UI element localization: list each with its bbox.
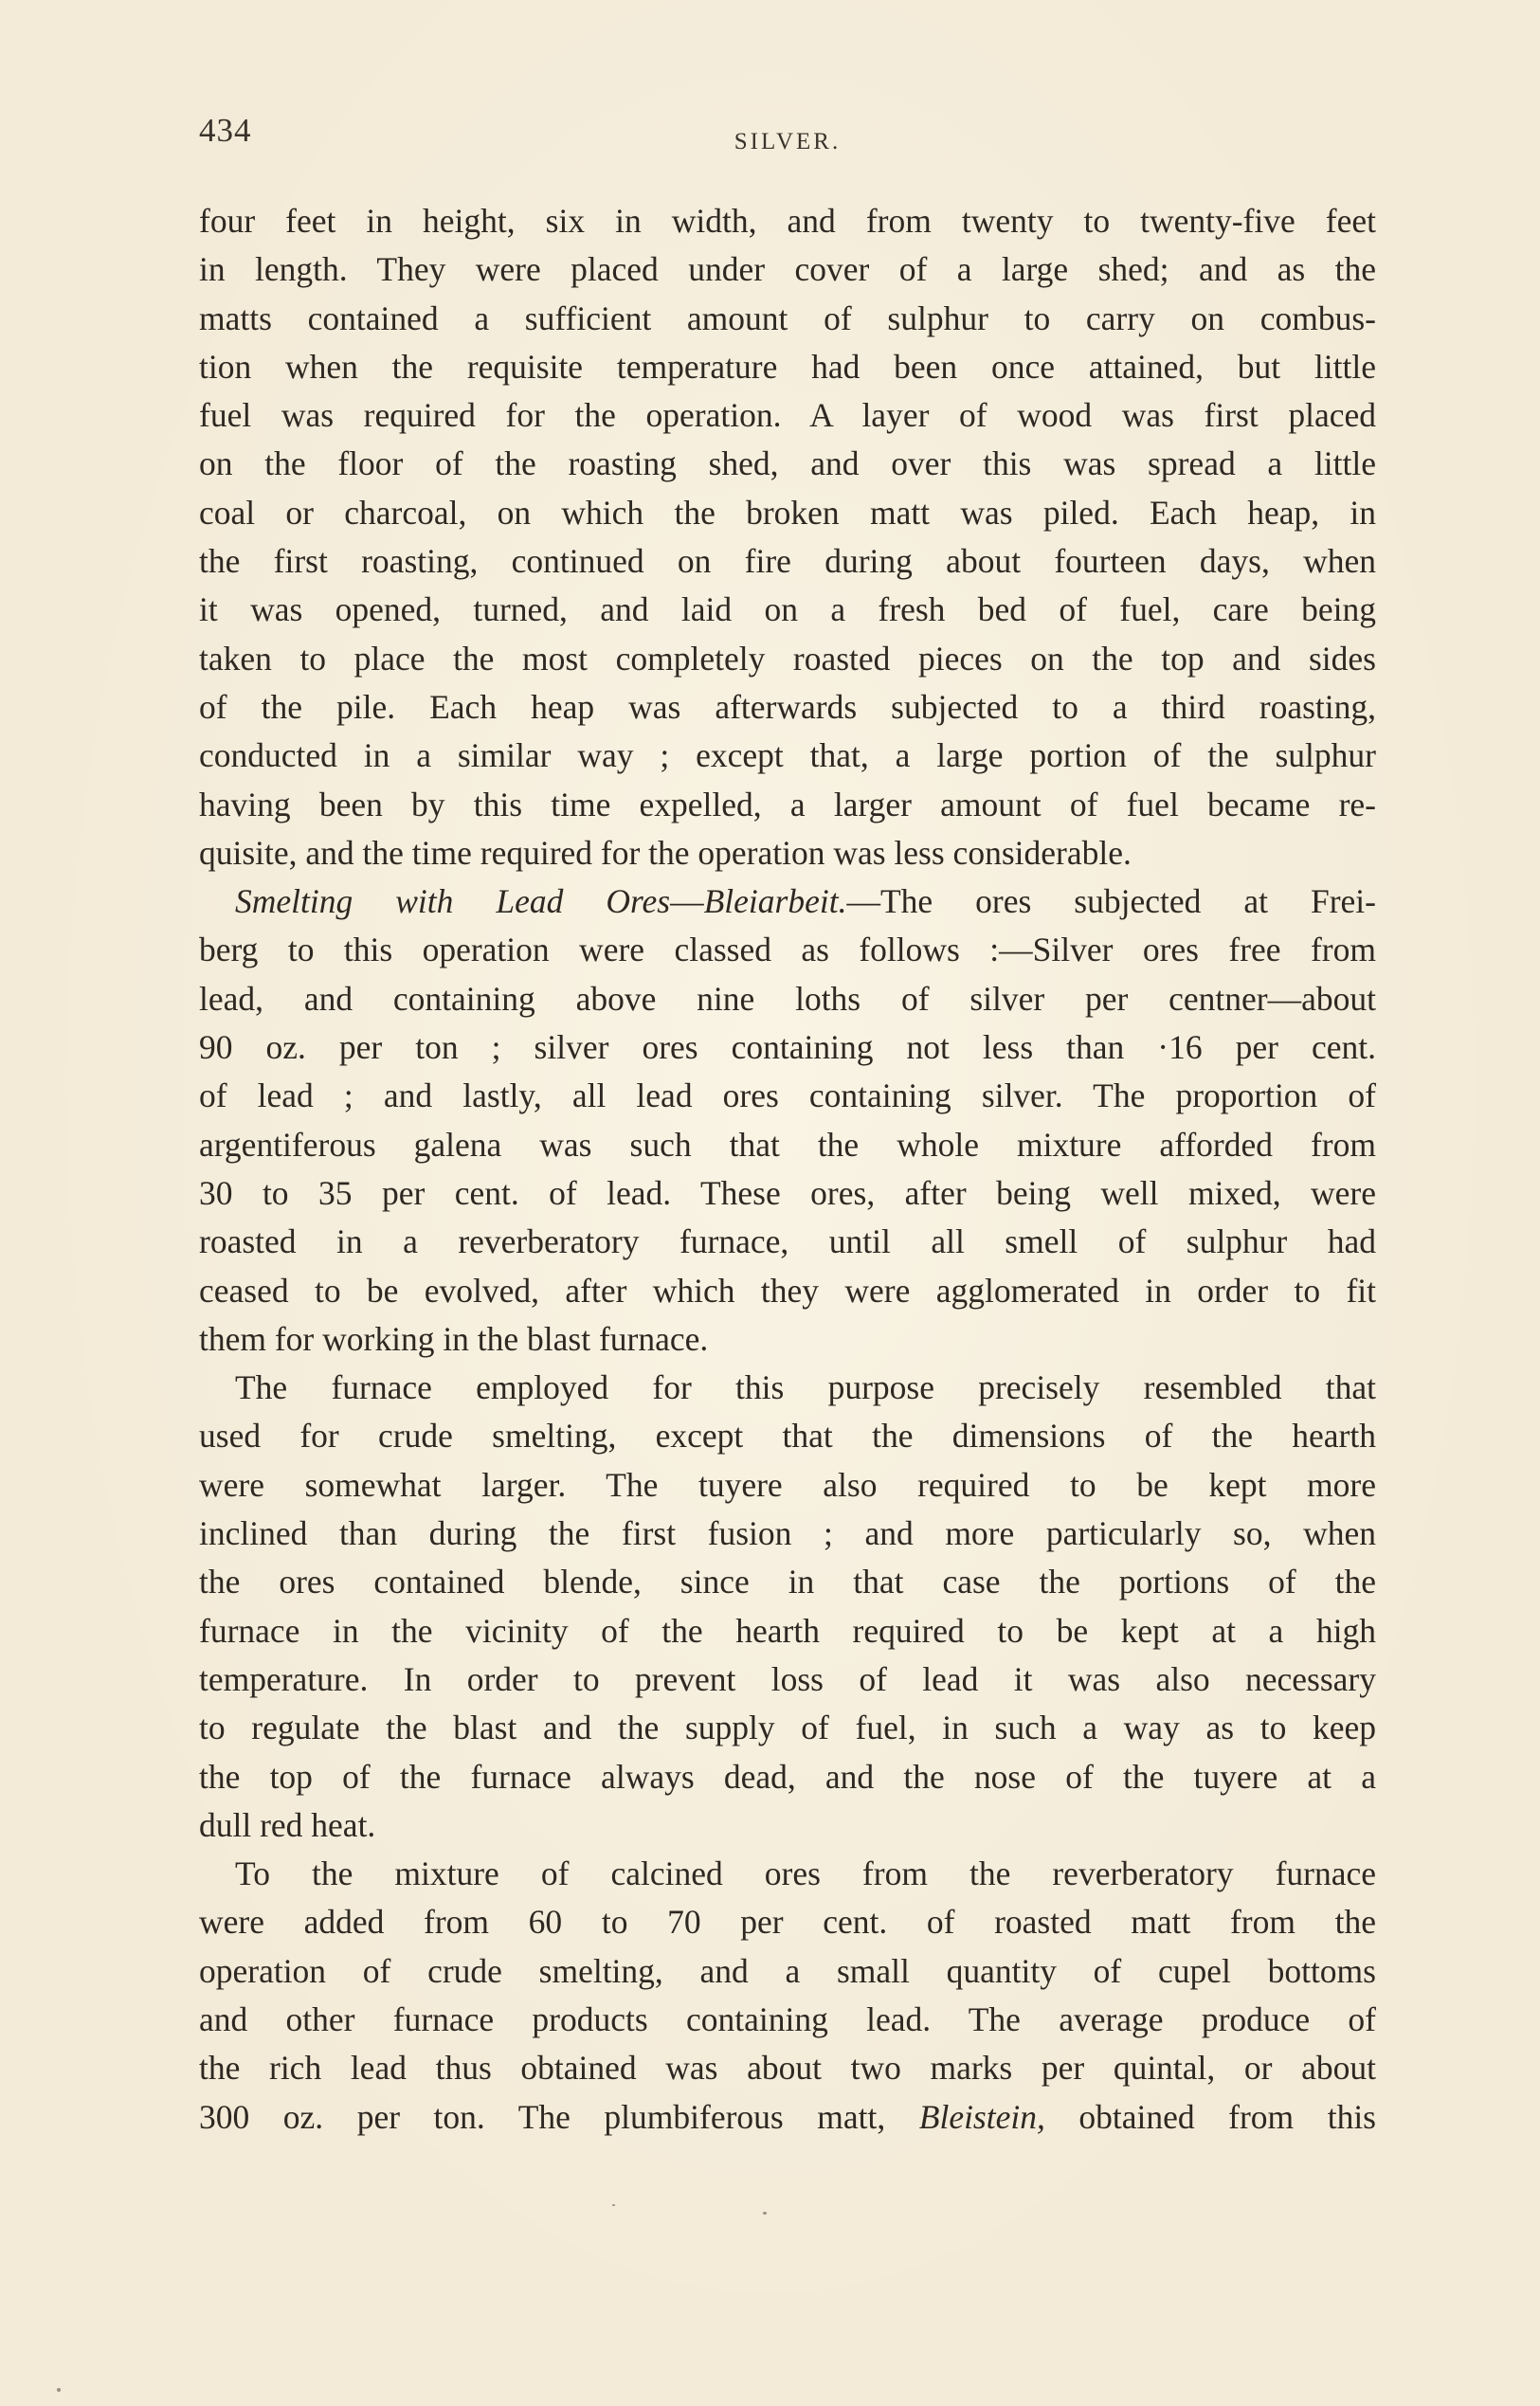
paper-speck: [763, 2212, 767, 2215]
text-line: the first roasting, continued on fire during about fourteen days, when: [199, 542, 1376, 581]
text-line: 30 to 35 per cent. of lead. These ores, after being well mixed, were: [199, 1173, 1376, 1212]
text-line: to regulate the blast and the supply of fuel, in such a way as to keep: [199, 1709, 1376, 1747]
text-line: of the pile. Each heap was afterwards subjected to a third roasting,: [199, 687, 1376, 726]
text-line: taken to place the most completely roasted pieces on the top and sides: [199, 639, 1376, 678]
text-line: argentiferous galena was such that the whole mixture afforded from: [199, 1125, 1376, 1164]
paragraph-mixture: [199, 1850, 1376, 2142]
text-run: —The ores subjected at Frei-: [846, 882, 1376, 921]
text-line: were somewhat larger. The tuyere also required to be kept more: [199, 1465, 1376, 1504]
text-line: The furnace employed for this purpose precisely resembled that: [235, 1368, 1376, 1407]
heading-dash: —: [670, 882, 704, 921]
section-heading-italic-german: Bleiarbeit.: [703, 882, 847, 921]
text-line: roasted in a reverberatory furnace, until all smell of sulphur had: [199, 1222, 1376, 1261]
text-line: four feet in height, six in width, and from twenty to twenty-five feet: [199, 202, 1376, 240]
text-line: were added from 60 to 70 per cent. of roasted matt from the: [199, 1903, 1376, 1942]
text-line: coal or charcoal, on which the broken matt was piled. Each heap, in: [199, 493, 1376, 532]
text-line: tion when the requisite temperature had been once attained, but little: [199, 347, 1376, 386]
text-line: 90 oz. per ton ; silver ores containing not less than ·16 per cent.: [199, 1028, 1376, 1067]
paragraph-furnace: [199, 1364, 1376, 1850]
text-run: 300 oz. per ton. The plumbiferous matt,: [199, 2097, 919, 2136]
text-line: [199, 877, 1376, 926]
body-text: [199, 197, 1376, 2142]
german-term-italic: Bleistein,: [918, 2097, 1045, 2136]
text-run: obtained from this: [1044, 2097, 1376, 2136]
text-line: the top of the furnace always dead, and the nose of the tuyere at a: [199, 1757, 1376, 1796]
text-line: operation of crude smelting, and a small quantity of cupel bottoms: [199, 1951, 1376, 1990]
text-line: matts contained a sufficient amount of sulphur to carry on combus-: [199, 298, 1376, 337]
paper-speck: [612, 2204, 615, 2206]
text-line: dull red heat.: [199, 1805, 376, 1844]
text-line: inclined than during the first fusion ; and more particularly so, when: [199, 1514, 1376, 1553]
text-line: ceased to be evolved, after which they were agglomerated in order to fit: [199, 1271, 1376, 1310]
text-line: furnace in the vicinity of the hearth required to be kept at a high: [199, 1611, 1376, 1650]
running-title: SILVER.: [734, 129, 842, 154]
text-line: used for crude smelting, except that the dimensions of the hearth: [199, 1417, 1376, 1456]
text-line: in length. They were placed under cover of a large shed; and as the: [199, 250, 1376, 289]
text-line: temperature. In order to prevent loss of lead it was also necessary: [199, 1659, 1376, 1698]
text-line: conducted in a similar way ; except that, a large portion of the sulphur: [199, 736, 1376, 775]
text-line: it was opened, turned, and laid on a fresh bed of fuel, care being: [199, 590, 1376, 629]
text-line: on the floor of the roasting shed, and over this was spread a little: [199, 444, 1376, 483]
paragraph-roasting-continued: [199, 197, 1376, 877]
text-line: To the mixture of calcined ores from the reverberatory furnace: [235, 1854, 1376, 1893]
page-number: 434: [199, 112, 252, 149]
text-line: fuel was required for the operation. A layer of wood was first placed: [199, 396, 1376, 435]
running-head: [199, 112, 1376, 169]
text-line: and other furnace products containing lead. The average produce of: [199, 1999, 1376, 2038]
text-line: berg to this operation were classed as follows :—Silver ores free from: [199, 931, 1376, 969]
text-line: quisite, and the time required for the operation was less considerable.: [199, 833, 1132, 872]
text-line: [199, 2093, 1376, 2142]
paper-speck: [57, 2388, 61, 2392]
text-line: lead, and containing above nine loths of silver per centner—about: [199, 979, 1376, 1018]
text-line: of lead ; and lastly, all lead ores containing silver. The proportion of: [199, 1076, 1376, 1115]
text-line: the ores contained blende, since in that case the portions of the: [199, 1563, 1376, 1601]
text-line: having been by this time expelled, a larger amount of fuel became re-: [199, 785, 1376, 823]
text-line: them for working in the blast furnace.: [199, 1319, 709, 1358]
section-heading-italic: Smelting with Lead Ores: [235, 882, 671, 921]
text-line: the rich lead thus obtained was about two marks per quintal, or about: [199, 2049, 1376, 2088]
paragraph-smelting-lead-ores: [199, 877, 1376, 1364]
